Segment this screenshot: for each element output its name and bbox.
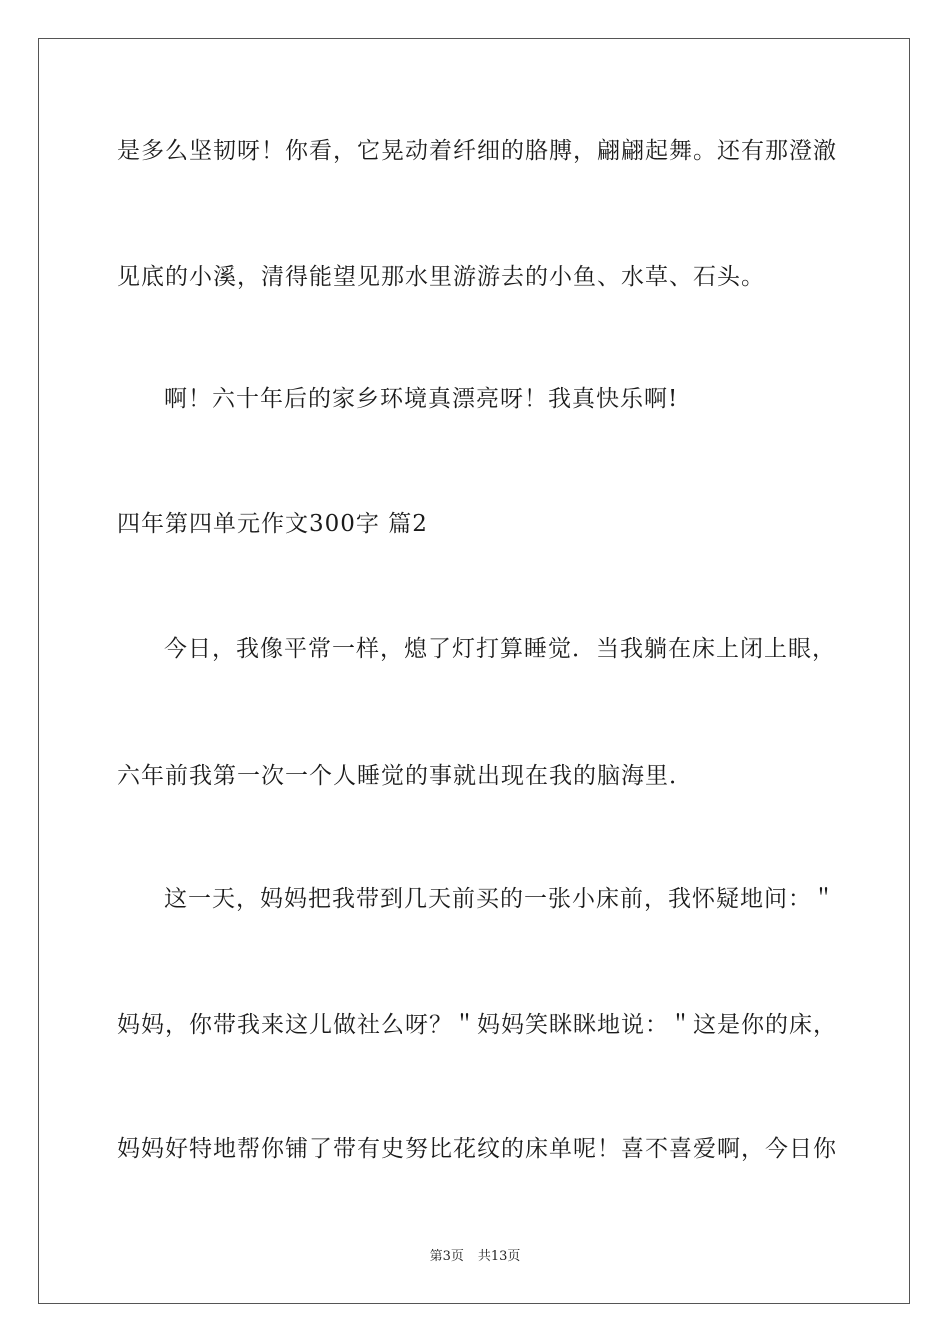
- paragraph-line: 这一天，妈妈把我带到几天前买的一张小床前，我怀疑地问：＂: [164, 886, 836, 912]
- paragraph-line: 啊！六十年后的家乡环境真漂亮呀！我真快乐啊!: [164, 386, 679, 412]
- paragraph-line: 见底的小溪，清得能望见那水里游游去的小鱼、水草、石头。: [117, 264, 765, 290]
- paragraph-line: 六年前我第一次一个人睡觉的事就出现在我的脑海里．: [117, 763, 693, 789]
- page-number: 第3页: [429, 1249, 464, 1264]
- page-footer: [0, 1248, 950, 1266]
- paragraph-line: 是多么坚韧呀！你看，它晃动着纤细的胳膊，翩翩起舞。还有那澄澈: [117, 138, 837, 164]
- paragraph-line: 妈妈，你带我来这儿做社么呀？＂妈妈笑眯眯地说：＂这是你的床，: [117, 1012, 837, 1038]
- paragraph-line: 妈妈好特地帮你铺了带有史努比花纹的床单呢！喜不喜爱啊，今日你: [117, 1136, 837, 1162]
- paragraph-line: 今日，我像平常一样，熄了灯打算睡觉．当我躺在床上闭上眼，: [164, 636, 836, 662]
- page-border: [38, 38, 910, 1304]
- page-total: 共13页: [477, 1249, 521, 1264]
- section-heading: 四年第四单元作文300字 篇2: [117, 511, 428, 537]
